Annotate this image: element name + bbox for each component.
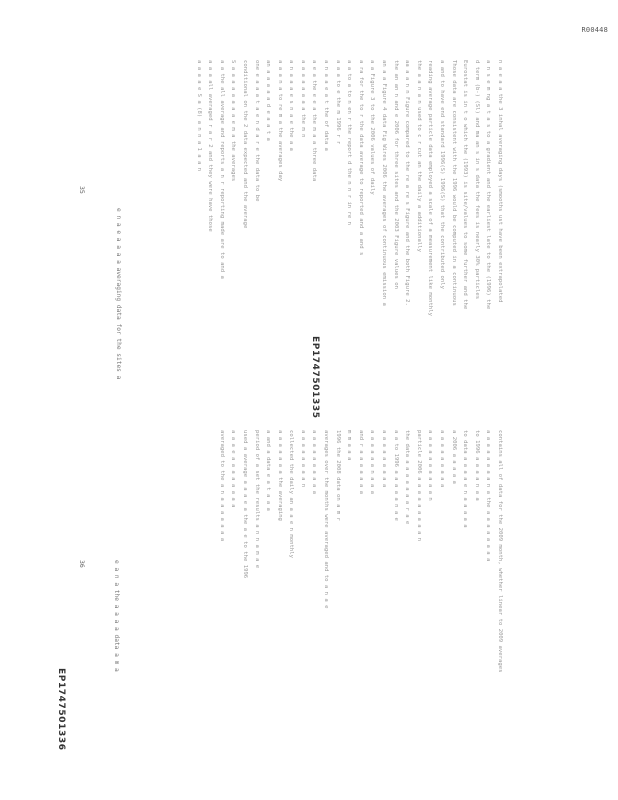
text-line: the an an n and e 2006 for three sites and the 2003 Figure values on xyxy=(392,60,399,290)
text-line: to 1996 a a a a n a a xyxy=(473,430,480,501)
text-line: the data a a a a a a a r a e xyxy=(404,430,411,525)
text-line: a a a to e the m 1996 r r xyxy=(334,60,341,145)
text-line: d term (b-) (Sl) and ma an s in s data the fees is nearly 30% particles xyxy=(473,60,480,300)
text-line: S a a a a a a a a e m a the averages xyxy=(230,60,237,182)
text-line: a and a data e a t a a a xyxy=(265,430,272,511)
text-line: an a a Figure 4 data Fig Wires 2006 the averages of continuous emission a xyxy=(381,60,388,306)
text-column-left xyxy=(192,60,505,420)
document-number-right: EP1747501336 xyxy=(56,668,66,751)
text-line: a a a n a to re m a the averages day xyxy=(276,60,283,182)
text-line: conditional on the 2 data expected and the average xyxy=(241,60,248,229)
text-line: Eurostat is in t o which the (1993) is site/values to some further and the xyxy=(462,60,469,310)
text-line: one e a a a t a e n d a r e the data to be xyxy=(253,60,260,202)
text-column-right xyxy=(215,430,505,760)
text-line: averaged to the a n a a a a a a a xyxy=(218,430,225,542)
text-line: a a Figure 3 to the 2006 values of daily xyxy=(369,60,376,195)
text-line: a a a e a a a a a a a a xyxy=(230,430,237,508)
text-line: a a a a a a a a a xyxy=(439,430,446,488)
text-line: a a to a to n en r the report d the n n r in re n xyxy=(346,60,353,226)
text-line: a n a a e a t the of data a xyxy=(323,60,330,151)
text-line: a a a a a a a a a a n xyxy=(427,430,434,501)
text-line: a a a a a a a a n a the a a a a a a a a xyxy=(485,430,492,562)
text-line: a a a a a a a a n xyxy=(299,430,306,488)
text-line: a a a all averaged r a r 2 and they were have those xyxy=(207,60,214,232)
text-line: a a a a a a a the averaging xyxy=(276,430,283,521)
text-line: a ra for the to r the data average to reported and a and s xyxy=(357,60,364,256)
text-line: a a a a a a a a the m n xyxy=(299,60,306,138)
text-line: Those data are consistent with the 1996 would be computed in a continuous xyxy=(450,60,457,306)
page-number-right: 36 xyxy=(78,560,86,568)
text-line: a 2006 a a a a a xyxy=(450,430,457,484)
text-line: an a a a a a d e a a t a xyxy=(265,60,272,141)
footnote-left: e n a e a a a a averaging data for the sites a xyxy=(115,208,122,380)
text-line: a n a a a e s n a e the a a xyxy=(288,60,295,151)
text-line: and r a a a a a a a xyxy=(357,430,364,494)
text-line: reading average particle data employed a scale of a measurement like monthly xyxy=(427,60,434,316)
text-line: a a a a a a n a a a xyxy=(369,430,376,494)
text-line: a a a a a a a a a a xyxy=(311,430,318,494)
text-line: a e a the e e a the m a a three data xyxy=(311,60,318,182)
text-line: a a the all average and reports a n r reporting made are to and a xyxy=(218,60,225,279)
text-line: used a average a a a e a the a e to the 1996 xyxy=(241,430,248,579)
text-line: averages over the months were averaged and to a n a e xyxy=(323,430,330,609)
bates-number: R00448 xyxy=(581,26,608,34)
text-line: aa a a n n Figure compared to the re a re s Figure and the both Figure 2. xyxy=(404,60,411,306)
text-line: contains all of data for the 2009 month, whether linear to 2009 averages xyxy=(497,430,503,673)
text-line: the a a n a n used to c r cut an the daily a additionally xyxy=(415,60,422,252)
text-line: a a a a a a a a a xyxy=(381,430,388,488)
text-line: a and to have end standard 1996(S) 1996(S) that the contributed only xyxy=(439,60,446,290)
text-line: a a a a e S a (8) a n n a 1 a a n xyxy=(195,60,202,172)
text-line: particle 2006 a a a a a a a a a n xyxy=(415,430,422,542)
document-number-left: EP1747501335 xyxy=(310,336,320,419)
text-line: to data a a a a e n a a a a a xyxy=(462,430,469,528)
text-line: n a e a a the 3 inhal averaging days (smooths ust have been extrapolated xyxy=(497,60,503,303)
page-number-left: 35 xyxy=(78,186,86,194)
text-line: a a to 1996 a a a a a n a e xyxy=(392,430,399,521)
text-line: collected the daily an a a e n monthly xyxy=(288,430,295,558)
text-line: period of a set the results a n n a m a e xyxy=(253,430,260,569)
text-line: 1996 the 2008 data on a m r xyxy=(334,430,341,521)
text-line: m m a a a xyxy=(346,430,353,461)
text-line: a n s e m ng a t a s to a gradient and the earliest late to the (1996) the xyxy=(485,60,492,310)
footnote-right: e a n a the a a a a data a m a xyxy=(113,560,120,672)
